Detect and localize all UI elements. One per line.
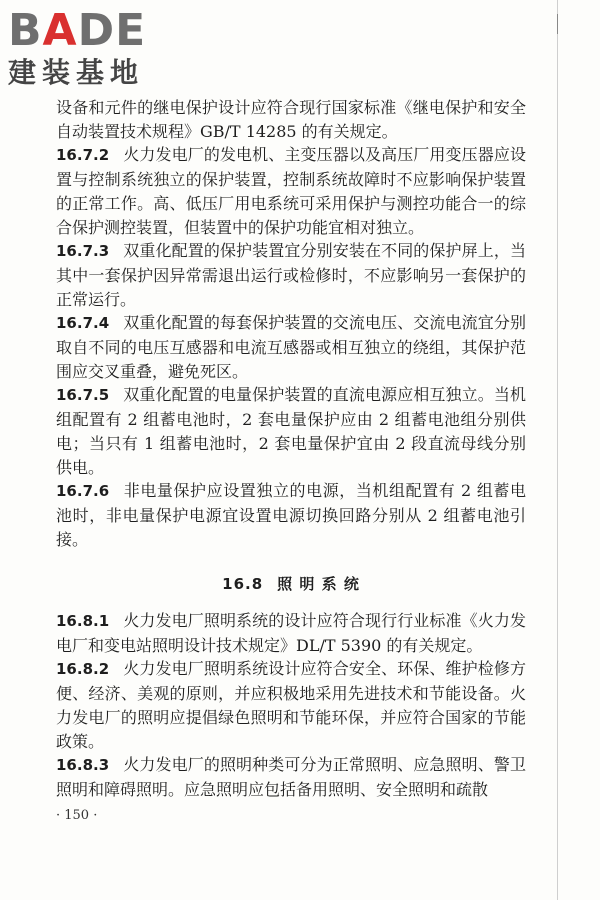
clause-paragraph bbox=[56, 239, 526, 311]
clause-text: 火力发电厂的发电机、主变压器以及高压厂用变压器应设置与控制系统独立的保护装置，控制系统故障时不应影响保护装置的正常工作。高、低压厂用电系统可采用保护与测控功能合一的综合保护测控装置，但装置中的保护功能宜相对独立。 bbox=[56, 145, 526, 237]
bade-logo bbox=[8, 5, 178, 90]
clause-text: 非电量保护应设置独立的电源，当机组配置有 2 组蓄电池时，非电量保护电源宜设置电源切换回路分别从 2 组蓄电池引接。 bbox=[56, 481, 526, 549]
clause-paragraph bbox=[56, 143, 526, 239]
section-16-8-clauses bbox=[56, 609, 526, 802]
clause-paragraph bbox=[56, 609, 526, 657]
clause-paragraph bbox=[56, 479, 526, 551]
clause-paragraph bbox=[56, 96, 526, 143]
page-edge-line bbox=[557, 0, 558, 900]
section-number: 16.8 bbox=[222, 575, 264, 594]
section-16-7-clauses bbox=[56, 96, 526, 551]
clause-paragraph bbox=[56, 657, 526, 753]
clause-paragraph bbox=[56, 311, 526, 383]
logo-subtitle: 建装基地 bbox=[8, 56, 145, 89]
clause-text: 双重化配置的保护装置宜分别安装在不同的保护屏上，当其中一套保护因异常需退出运行或检修时，不应影响另一套保护的正常运行。 bbox=[56, 241, 526, 309]
clause-number: 16.8.2 bbox=[56, 660, 110, 679]
clause-number: 16.8.3 bbox=[56, 756, 110, 775]
clause-text: 双重化配置的每套保护装置的交流电压、交流电流宜分别取自不同的电压互感器和电流互感器或相互独立的绕组，其保护范围应交叉重叠，避免死区。 bbox=[56, 313, 526, 381]
clause-number: 16.7.5 bbox=[56, 386, 110, 405]
logo-wordmark: BADE bbox=[8, 5, 147, 56]
clause-paragraph bbox=[56, 753, 526, 801]
clause-text: 双重化配置的电量保护装置的直流电源应相互独立。当机组配置有 2 组蓄电池时，2 套电量保护应由 2 组蓄电池组分别供电；当只有 1 组蓄电池时，2 套电量保护宜由 2 段直流母线分别供电。 bbox=[56, 385, 526, 477]
clause-number: 16.7.4 bbox=[56, 314, 110, 333]
section-title: 照 明 系 统 bbox=[277, 575, 360, 594]
clause-number: 16.7.3 bbox=[56, 242, 110, 261]
clause-text: 火力发电厂照明系统设计应符合安全、环保、维护检修方便、经济、美观的原则，并应积极地采用先进技术和节能设备。火力发电厂的照明应提倡绿色照明和节能环保，并应符合国家的节能政策。 bbox=[56, 659, 526, 751]
clause-paragraph bbox=[56, 383, 526, 479]
document-body bbox=[56, 96, 526, 802]
page-edge-mark bbox=[557, 14, 558, 34]
page-number: · 150 · bbox=[56, 808, 98, 823]
clause-text: 火力发电厂的照明种类可分为正常照明、应急照明、警卫照明和障碍照明。应急照明应包括备用照明、安全照明和疏散 bbox=[56, 755, 526, 799]
section-heading bbox=[56, 573, 526, 597]
clause-number: 16.7.6 bbox=[56, 482, 110, 501]
clause-text: 火力发电厂照明系统的设计应符合现行行业标准《火力发电厂和变电站照明设计技术规定》DL/T 5390 的有关规定。 bbox=[56, 611, 526, 655]
clause-number: 16.7.2 bbox=[56, 146, 110, 165]
clause-text: 设备和元件的继电保护设计应符合现行国家标准《继电保护和安全自动装置技术规程》GB/T 14285 的有关规定。 bbox=[56, 98, 526, 141]
clause-number: 16.8.1 bbox=[56, 612, 110, 631]
